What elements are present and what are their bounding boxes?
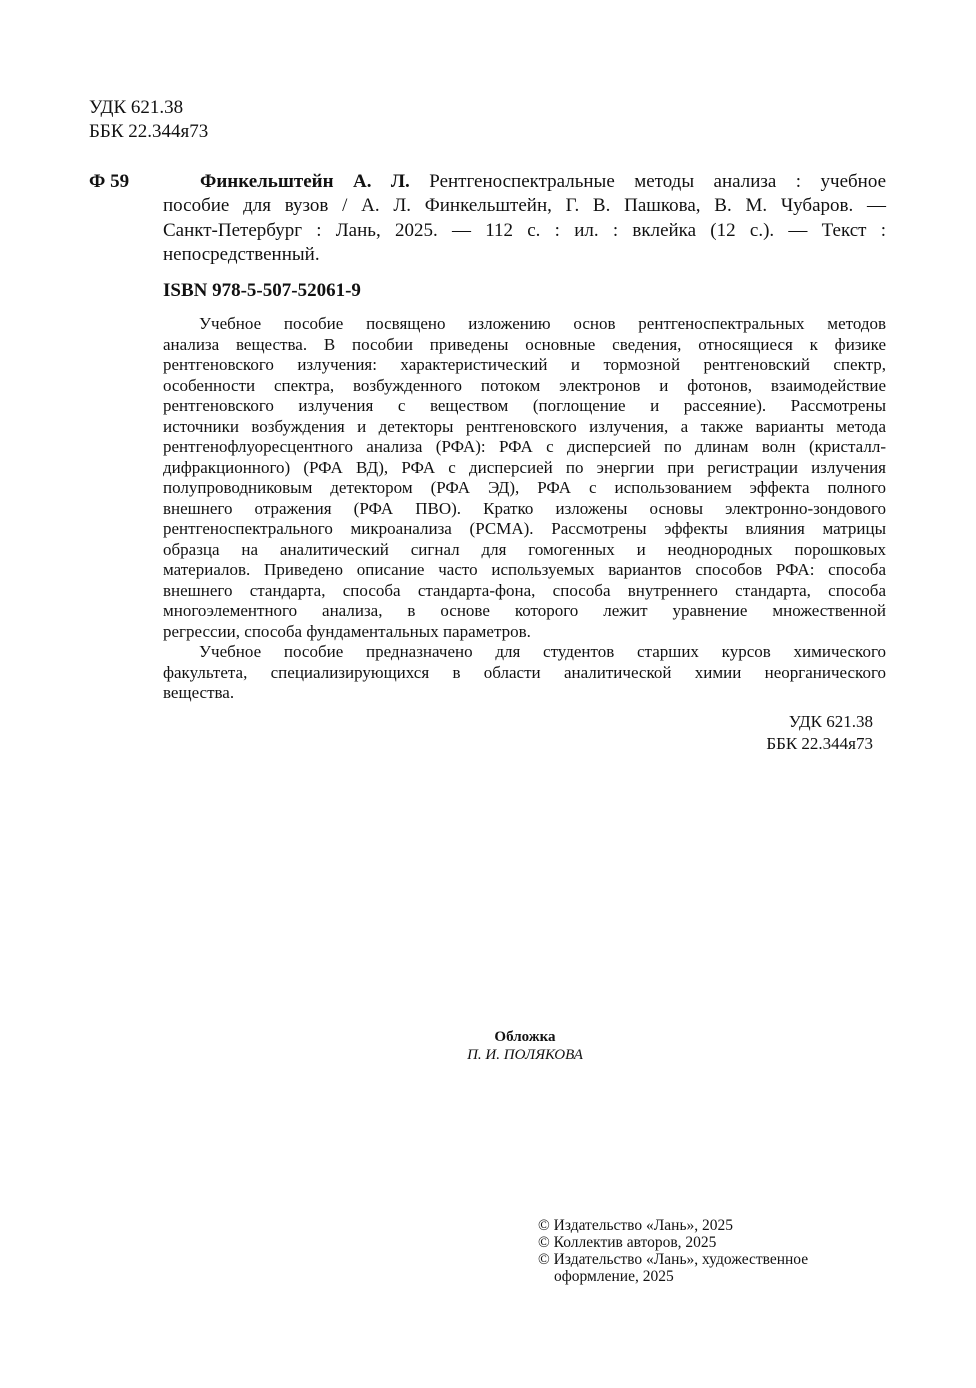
abstract-line: внешнего стандарта, способа стандарта-фона, способа внутреннего стандарта, способа (163, 580, 886, 600)
abstract-line: Учебное пособие предназначено для студентов старших курсов химического (199, 642, 886, 661)
abstract-line: образца на аналитический сигнал для гомогенных и неоднородных порошковых (163, 539, 886, 559)
copyright-line: © Коллектив авторов, 2025 (538, 1234, 717, 1251)
abstract-line: полупроводниковым детектором (РФА ЭД), РФА с использованием эффекта полного (163, 478, 886, 497)
cover-label: Обложка (494, 1029, 556, 1045)
bib-line: пособие для вузов / А. Л. Финкельштейн, Г. В. Пашкова, В. М. Чубаров. — (163, 195, 886, 217)
abstract-line: особенности спектра, возбужденного потоком электронов и фотонов, взаимодействие (163, 375, 886, 395)
author-name: Финкельштейн А. Л. (200, 171, 410, 192)
abstract-line: многоэлементного анализа, в основе которого лежит уравнение множественной (163, 601, 886, 620)
abstract-line: источники возбуждения и детекторы рентгеновского излучения, а также варианты метода (163, 416, 886, 436)
copyright-line: © Издательство «Лань», 2025 (538, 1217, 734, 1234)
abstract-line: вещества. (163, 683, 235, 702)
abstract-line: факультета, специализирующихся в области аналитической химии неорганического (163, 662, 886, 682)
abstract-line: рентгеноспектрального микроанализа (РСМА). Рассмотрены эффекты влияния матрицы (163, 519, 886, 538)
abstract-line: Учебное пособие посвящено изложению основ рентгеноспектральных методов (199, 314, 886, 333)
abstract-line: регрессии, способа фундаментальных параметров. (163, 621, 531, 641)
udk-code: УДК 621.38 (788, 712, 873, 731)
bib-line: Санкт-Петербург : Лань, 2025. — 112 с. : ил. : вклейка (12 с.). — Текст : (163, 219, 886, 241)
bib-line: Финкельштейн А. Л. Рентгеноспектральные методы анализа : учебное (200, 171, 886, 192)
abstract-line: материалов. Приведено описание часто используемых вариантов способов РФА: способа (163, 560, 886, 579)
classification-codes (89, 96, 208, 144)
bbk-code: ББК 22.344я73 (89, 121, 209, 142)
udk-code: УДК 621.38 (89, 97, 184, 118)
cover-designer: П. И. ПОЛЯКОВА (467, 1047, 583, 1063)
abstract (163, 314, 886, 704)
isbn: ISBN 978-5-507-52061-9 (163, 280, 361, 301)
copyright-block (538, 1217, 808, 1285)
bbk-code: ББК 22.344я73 (766, 734, 873, 753)
bib-line: непосредственный. (163, 243, 320, 265)
abstract-line: рентгеновского излучения с веществом (поглощение и рассеяние). Рассмотрены (163, 396, 886, 415)
abstract-line: рентгеновского излучения: характеристический и тормозной рентгеновский спектр, (163, 355, 886, 374)
cover-credit (0, 1028, 976, 1064)
author-mark: Ф 59 (89, 171, 130, 192)
abstract-line: рентгенофлуоресцентного анализа (РФА): РФА с дисперсией по длинам волн (кристалл- (163, 437, 886, 456)
copyright-line: © Издательство «Лань», художественное (538, 1251, 809, 1268)
abstract-line: дифракционного) (РФА ВД), РФА с дисперсией по энергии при регистрации излучения (163, 457, 886, 477)
bibliographic-record (163, 170, 886, 267)
abstract-line: анализа вещества. В пособии приведены основные сведения, относящиеся к физике (163, 334, 886, 354)
classification-codes-footer (700, 711, 873, 755)
abstract-line: внешнего отражения (РФА ПВО). Кратко изложены основы электронно-зондового (163, 498, 886, 518)
copyright-line: оформление, 2025 (554, 1268, 674, 1285)
